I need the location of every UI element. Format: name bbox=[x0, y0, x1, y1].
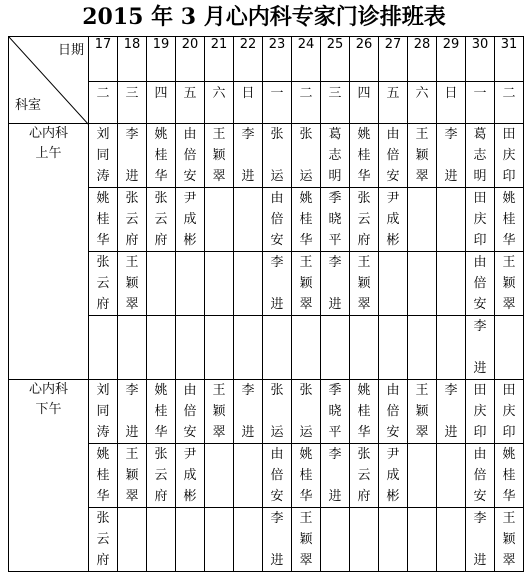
doctor-cell bbox=[292, 252, 321, 316]
doctor-cell bbox=[263, 508, 292, 572]
doctor-cell bbox=[437, 252, 466, 316]
doctor-name: 张 运 bbox=[299, 383, 313, 440]
doctor-cell bbox=[89, 508, 118, 572]
doctor-cell bbox=[292, 316, 321, 380]
doctor-cell bbox=[176, 316, 205, 380]
doctor-cell bbox=[379, 252, 408, 316]
doctor-name: 张 云 府 bbox=[96, 255, 110, 312]
doctor-name: 姚 桂 华 bbox=[357, 127, 371, 184]
doctor-cell bbox=[350, 508, 379, 572]
doctor-cell bbox=[234, 508, 263, 572]
morning-dept-label bbox=[9, 124, 89, 380]
doctor-name: 由 倍 安 bbox=[270, 447, 284, 504]
date-25: 25 bbox=[321, 37, 350, 82]
doctor-cell bbox=[234, 444, 263, 508]
doctor-name: 王 颖 翠 bbox=[125, 255, 139, 312]
doctor-cell bbox=[147, 508, 176, 572]
doctor-name: 王 颖 翠 bbox=[502, 255, 516, 312]
doctor-cell bbox=[234, 124, 263, 188]
doctor-cell bbox=[321, 316, 350, 380]
doctor-cell bbox=[495, 252, 524, 316]
weekday-26: 四 bbox=[350, 82, 379, 124]
doctor-name: 李 进 bbox=[241, 383, 255, 440]
doctor-cell bbox=[176, 444, 205, 508]
doctor-name: 尹 成 彬 bbox=[386, 191, 400, 248]
doctor-cell bbox=[437, 124, 466, 188]
weekday-23: 一 bbox=[263, 82, 292, 124]
doctor-cell bbox=[321, 508, 350, 572]
doctor-name: 王 颖 翠 bbox=[502, 511, 516, 568]
afternoon-dept-label bbox=[9, 380, 89, 572]
weekday-20: 五 bbox=[176, 82, 205, 124]
doctor-name: 刘 同 涛 bbox=[96, 127, 110, 184]
doctor-name: 姚 桂 华 bbox=[502, 447, 516, 504]
doctor-cell bbox=[89, 124, 118, 188]
weekday-17: 二 bbox=[89, 82, 118, 124]
doctor-cell bbox=[176, 124, 205, 188]
doctor-cell bbox=[292, 188, 321, 252]
afternoon-row bbox=[9, 380, 524, 444]
dept-label-line1: 心内科 bbox=[28, 382, 68, 397]
doctor-name: 季 晓 平 bbox=[328, 383, 342, 440]
doctor-cell bbox=[147, 124, 176, 188]
doctor-name: 张 云 府 bbox=[357, 191, 371, 248]
doctor-name: 由 倍 安 bbox=[183, 127, 197, 184]
doctor-cell bbox=[234, 252, 263, 316]
doctor-name: 王 颖 翠 bbox=[357, 255, 371, 312]
weekday-18: 三 bbox=[118, 82, 147, 124]
doctor-name: 张 云 府 bbox=[357, 447, 371, 504]
weekday-27: 五 bbox=[379, 82, 408, 124]
weekday-28: 六 bbox=[408, 82, 437, 124]
date-24: 24 bbox=[292, 37, 321, 82]
doctor-name: 王 颖 翠 bbox=[212, 127, 226, 184]
doctor-name: 尹 成 彬 bbox=[183, 191, 197, 248]
date-23: 23 bbox=[263, 37, 292, 82]
doctor-cell bbox=[408, 124, 437, 188]
doctor-cell bbox=[466, 316, 495, 380]
weekday-24: 二 bbox=[292, 82, 321, 124]
doctor-cell bbox=[466, 188, 495, 252]
doctor-name: 姚 桂 华 bbox=[502, 191, 516, 248]
doctor-name: 由 倍 安 bbox=[386, 127, 400, 184]
doctor-name: 李 进 bbox=[125, 127, 139, 184]
doctor-name: 王 颖 翠 bbox=[212, 383, 226, 440]
date-26: 26 bbox=[350, 37, 379, 82]
doctor-cell bbox=[437, 316, 466, 380]
doctor-name: 由 倍 安 bbox=[473, 255, 487, 312]
doctor-cell bbox=[205, 316, 234, 380]
doctor-name: 李 进 bbox=[241, 127, 255, 184]
doctor-cell bbox=[495, 380, 524, 444]
doctor-name: 李 进 bbox=[328, 255, 342, 312]
date-20: 20 bbox=[176, 37, 205, 82]
doctor-name: 由 倍 安 bbox=[386, 383, 400, 440]
doctor-cell bbox=[495, 444, 524, 508]
doctor-cell bbox=[118, 380, 147, 444]
doctor-cell bbox=[350, 252, 379, 316]
doctor-name: 张 运 bbox=[270, 383, 284, 440]
doctor-name: 李 进 bbox=[473, 511, 487, 568]
doctor-cell bbox=[437, 188, 466, 252]
doctor-cell bbox=[118, 124, 147, 188]
doctor-cell bbox=[292, 124, 321, 188]
doctor-cell bbox=[176, 188, 205, 252]
doctor-name: 姚 桂 华 bbox=[299, 447, 313, 504]
doctor-cell bbox=[350, 124, 379, 188]
doctor-cell bbox=[263, 252, 292, 316]
doctor-name: 田 庆 印 bbox=[502, 383, 516, 440]
doctor-cell bbox=[205, 444, 234, 508]
doctor-name: 王 颖 翠 bbox=[299, 255, 313, 312]
doctor-cell bbox=[234, 380, 263, 444]
dept-label-line1: 心内科 bbox=[28, 126, 68, 141]
doctor-cell bbox=[234, 188, 263, 252]
doctor-name: 田 庆 印 bbox=[473, 383, 487, 440]
doctor-cell bbox=[408, 188, 437, 252]
doctor-cell bbox=[408, 252, 437, 316]
doctor-cell bbox=[234, 316, 263, 380]
doctor-cell bbox=[292, 380, 321, 444]
doctor-cell bbox=[495, 188, 524, 252]
doctor-name: 李 进 bbox=[444, 383, 458, 440]
doctor-cell bbox=[466, 124, 495, 188]
doctor-cell bbox=[408, 380, 437, 444]
doctor-cell bbox=[437, 444, 466, 508]
doctor-name: 季 晓 平 bbox=[328, 191, 342, 248]
doctor-cell bbox=[379, 380, 408, 444]
date-header-label: 日期 bbox=[57, 43, 84, 58]
date-18: 18 bbox=[118, 37, 147, 82]
doctor-cell bbox=[176, 252, 205, 316]
weekday-29: 日 bbox=[437, 82, 466, 124]
doctor-cell bbox=[147, 380, 176, 444]
doctor-cell bbox=[292, 508, 321, 572]
weekday-30: 一 bbox=[466, 82, 495, 124]
weekday-19: 四 bbox=[147, 82, 176, 124]
weekday-22: 日 bbox=[234, 82, 263, 124]
doctor-cell bbox=[205, 188, 234, 252]
doctor-cell bbox=[263, 316, 292, 380]
doctor-cell bbox=[350, 444, 379, 508]
doctor-cell bbox=[321, 380, 350, 444]
doctor-cell bbox=[89, 252, 118, 316]
doctor-cell bbox=[379, 188, 408, 252]
doctor-cell bbox=[89, 444, 118, 508]
doctor-name: 葛 志 明 bbox=[328, 127, 342, 184]
doctor-cell bbox=[437, 380, 466, 444]
doctor-name: 张 云 府 bbox=[154, 447, 168, 504]
date-29: 29 bbox=[437, 37, 466, 82]
doctor-name: 田 庆 印 bbox=[473, 191, 487, 248]
doctor-cell bbox=[89, 188, 118, 252]
doctor-name: 张 云 府 bbox=[154, 191, 168, 248]
doctor-cell bbox=[437, 508, 466, 572]
doctor-cell bbox=[292, 444, 321, 508]
date-31: 31 bbox=[495, 37, 524, 82]
morning-row bbox=[9, 124, 524, 188]
doctor-cell bbox=[176, 380, 205, 444]
doctor-cell bbox=[379, 508, 408, 572]
dept-header-label: 科室 bbox=[15, 98, 42, 113]
doctor-cell bbox=[466, 380, 495, 444]
doctor-cell bbox=[379, 316, 408, 380]
doctor-name: 姚 桂 华 bbox=[96, 447, 110, 504]
dept-label-line2: 下午 bbox=[35, 402, 62, 417]
date-27: 27 bbox=[379, 37, 408, 82]
doctor-cell bbox=[205, 508, 234, 572]
doctor-cell bbox=[321, 252, 350, 316]
doctor-name: 葛 志 明 bbox=[473, 127, 487, 184]
doctor-cell bbox=[118, 252, 147, 316]
doctor-cell bbox=[147, 444, 176, 508]
doctor-name: 李 进 bbox=[270, 511, 284, 568]
doctor-cell bbox=[495, 124, 524, 188]
doctor-name: 姚 桂 华 bbox=[357, 383, 371, 440]
doctor-cell bbox=[379, 444, 408, 508]
doctor-cell bbox=[118, 188, 147, 252]
header-corner bbox=[9, 37, 89, 124]
doctor-cell bbox=[118, 508, 147, 572]
doctor-cell bbox=[205, 380, 234, 444]
doctor-cell bbox=[89, 380, 118, 444]
doctor-name: 姚 桂 华 bbox=[154, 383, 168, 440]
doctor-name: 王 颖 翠 bbox=[125, 447, 139, 504]
doctor-name: 尹 成 彬 bbox=[386, 447, 400, 504]
doctor-name: 姚 桂 华 bbox=[154, 127, 168, 184]
doctor-cell bbox=[263, 380, 292, 444]
doctor-name: 由 倍 安 bbox=[270, 191, 284, 248]
doctor-cell bbox=[147, 188, 176, 252]
doctor-cell bbox=[408, 316, 437, 380]
doctor-name: 李 进 bbox=[473, 319, 487, 376]
doctor-name: 李 进 bbox=[125, 383, 139, 440]
doctor-cell bbox=[495, 508, 524, 572]
doctor-cell bbox=[263, 444, 292, 508]
doctor-cell bbox=[466, 444, 495, 508]
schedule-table bbox=[8, 36, 524, 572]
doctor-name: 王 颖 翠 bbox=[299, 511, 313, 568]
doctor-cell bbox=[118, 444, 147, 508]
doctor-cell bbox=[118, 316, 147, 380]
doctor-cell bbox=[379, 124, 408, 188]
doctor-cell bbox=[147, 252, 176, 316]
doctor-cell bbox=[408, 508, 437, 572]
doctor-name: 李 进 bbox=[270, 255, 284, 312]
doctor-cell bbox=[205, 252, 234, 316]
weekday-31: 二 bbox=[495, 82, 524, 124]
doctor-name: 张 云 府 bbox=[96, 511, 110, 568]
doctor-cell bbox=[263, 124, 292, 188]
doctor-cell bbox=[321, 188, 350, 252]
date-19: 19 bbox=[147, 37, 176, 82]
doctor-cell bbox=[176, 508, 205, 572]
date-28: 28 bbox=[408, 37, 437, 82]
weekday-25: 三 bbox=[321, 82, 350, 124]
doctor-name: 王 颖 翠 bbox=[415, 127, 429, 184]
doctor-name: 姚 桂 华 bbox=[299, 191, 313, 248]
doctor-name: 李 进 bbox=[444, 127, 458, 184]
doctor-name: 刘 同 涛 bbox=[96, 383, 110, 440]
doctor-cell bbox=[205, 124, 234, 188]
doctor-cell bbox=[466, 508, 495, 572]
dept-label-line2: 上午 bbox=[35, 146, 62, 161]
doctor-name: 田 庆 印 bbox=[502, 127, 516, 184]
date-30: 30 bbox=[466, 37, 495, 82]
doctor-name: 由 倍 安 bbox=[473, 447, 487, 504]
doctor-cell bbox=[147, 316, 176, 380]
page-title: 2015 年 3 月心内科专家门诊排班表 bbox=[82, 4, 446, 30]
doctor-name: 王 颖 翠 bbox=[415, 383, 429, 440]
date-21: 21 bbox=[205, 37, 234, 82]
doctor-cell bbox=[89, 316, 118, 380]
doctor-name: 由 倍 安 bbox=[183, 383, 197, 440]
doctor-cell bbox=[495, 316, 524, 380]
weekday-21: 六 bbox=[205, 82, 234, 124]
doctor-cell bbox=[263, 188, 292, 252]
doctor-name: 张 云 府 bbox=[125, 191, 139, 248]
doctor-cell bbox=[466, 252, 495, 316]
doctor-cell bbox=[321, 444, 350, 508]
doctor-cell bbox=[350, 380, 379, 444]
doctor-cell bbox=[350, 316, 379, 380]
date-22: 22 bbox=[234, 37, 263, 82]
doctor-cell bbox=[321, 124, 350, 188]
doctor-name: 李 进 bbox=[328, 447, 342, 504]
doctor-name: 张 运 bbox=[270, 127, 284, 184]
doctor-name: 尹 成 彬 bbox=[183, 447, 197, 504]
doctor-name: 张 运 bbox=[299, 127, 313, 184]
doctor-cell bbox=[350, 188, 379, 252]
date-17: 17 bbox=[89, 37, 118, 82]
doctor-cell bbox=[408, 444, 437, 508]
doctor-name: 姚 桂 华 bbox=[96, 191, 110, 248]
